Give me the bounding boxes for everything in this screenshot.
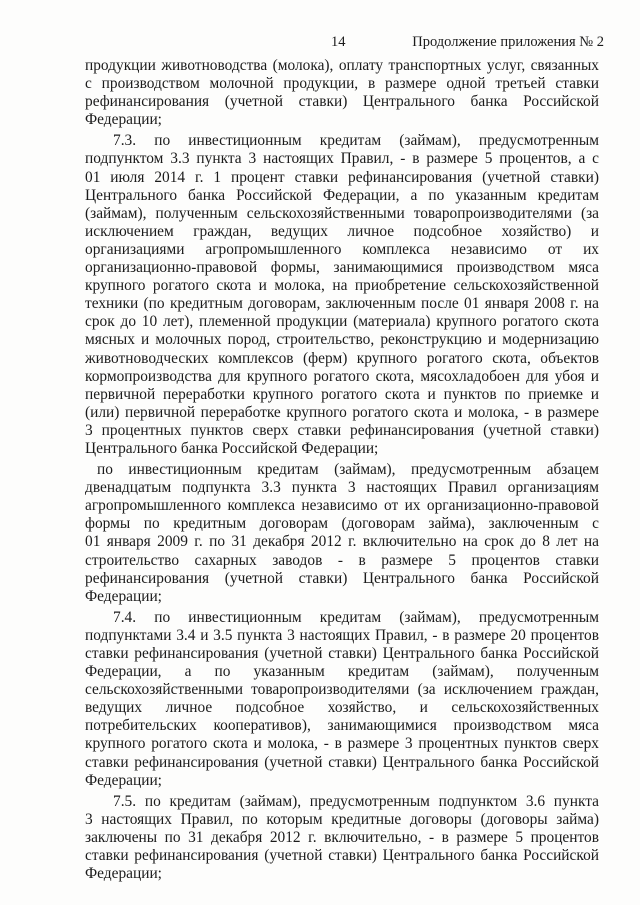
paragraph-sugar-plants-start: по инвестиционным кредитам (займам), предусмотренным абзацем bbox=[97, 461, 599, 479]
text-line: организационно-правовой формы, занимающимися производством мяса bbox=[85, 259, 599, 277]
text-line: с производством молочной продукции, в размере одной третьей ставки bbox=[85, 75, 599, 93]
text-line: продукции животноводства (молока), оплату транспортных услуг, связанных bbox=[85, 57, 599, 74]
text-line: животноводческих комплексов (ферм) крупного рогатого скота, объектов bbox=[85, 349, 599, 367]
text-line: срок до 10 лет), племенной продукции (материала) крупного рогатого скота bbox=[85, 313, 599, 331]
text-line: 3 процентных пунктов сверх ставки рефинансирования (учетной ставки) bbox=[85, 421, 599, 439]
text-line: агропромышленного комплекса независимо от их организационно-правовой bbox=[85, 497, 599, 515]
page-header bbox=[0, 34, 640, 54]
page-number: 14 bbox=[331, 34, 346, 50]
text-line: Центрального банка Российской Федерации; bbox=[85, 439, 379, 457]
text-line: исключением граждан, ведущих личное подсобное хозяйство) и bbox=[85, 222, 599, 240]
paragraph-7-5-start: 7.5. по кредитам (займам), предусмотренным подпунктом 3.6 пункта bbox=[113, 792, 599, 810]
paragraph-7-3-start: 7.3. по инвестиционным кредитам (займам), предусмотренным bbox=[113, 132, 599, 150]
text-line: подпунктами 3.4 и 3.5 пункта 3 настоящих Правил, - в размере 20 процентов bbox=[85, 626, 599, 644]
text-line: формы по кредитным договорам (договорам займа), заключенным с bbox=[85, 515, 599, 533]
text-line: крупного рогатого скота и молока, - в размере 3 процентных пунктов сверх bbox=[85, 735, 599, 753]
text-line: Федерации; bbox=[85, 865, 162, 883]
text-line: крупного рогатого скота и молока, на приобретение сельскохозяйственной bbox=[85, 277, 599, 295]
text-line: сельскохозяйственными товаропроизводителями (за исключением граждан, bbox=[85, 681, 599, 699]
text-line: 01 января 2009 г. по 31 декабря 2012 г. включительно на срок до 8 лет на bbox=[85, 533, 599, 551]
continuation-label: Продолжение приложения № 2 bbox=[412, 34, 604, 50]
text-line: рефинансирования (учетной ставки) Центрального банка Российской bbox=[85, 569, 599, 587]
text-line: подпунктом 3.3 пункта 3 настоящих Правил, - в размере 5 процентов, а с bbox=[85, 150, 599, 168]
text-line: ведущих личное подсобное хозяйство, и сельскохозяйственных bbox=[85, 699, 599, 717]
text-line: ставки рефинансирования (учетной ставки) Центрального банка Российской bbox=[85, 753, 599, 771]
text-line: техники (по кредитным договорам, заключенным после 01 января 2008 г. на bbox=[85, 295, 599, 313]
text-line: строительство сахарных заводов - в размере 5 процентов ставки bbox=[85, 551, 599, 569]
text-line: мясных и молочных пород, строительство, реконструкцию и модернизацию bbox=[85, 331, 599, 349]
text-line: двенадцатым подпункта 3.3 пункта 3 настоящих Правил организациям bbox=[85, 479, 599, 497]
text-line: ставки рефинансирования (учетной ставки) Центрального банка Российской bbox=[85, 645, 599, 662]
text-line: ставки рефинансирования (учетной ставки) Центрального банка Российской bbox=[85, 847, 599, 865]
text-line: рефинансирования (учетной ставки) Центрального банка Российской bbox=[85, 93, 599, 111]
text-line: 01 июля 2014 г. 1 процент ставки рефинансирования (учетной ставки) bbox=[85, 168, 599, 186]
text-line: организациями агропромышленного комплекса независимо от их bbox=[85, 240, 599, 258]
text-line: Центрального банка Российской Федерации, а по указанным кредитам bbox=[85, 186, 599, 204]
text-line: кормопроизводства для крупного рогатого скота, мясохладобоен для убоя и bbox=[85, 367, 599, 385]
paragraph-7-4-start: 7.4. по инвестиционным кредитам (займам), предусмотренным bbox=[113, 608, 599, 626]
text-line: заключены по 31 декабря 2012 г. включительно, - в размере 5 процентов bbox=[85, 828, 599, 846]
text-line: потребительских кооперативов), занимающимися производством мяса bbox=[85, 717, 599, 735]
text-line: (или) первичной переработке крупного рогатого скота и молока, - в размере bbox=[85, 403, 599, 421]
text-line: Федерации, а по указанным кредитам (займам), полученным bbox=[85, 663, 599, 681]
text-line: Федерации; bbox=[85, 587, 162, 605]
text-line: Федерации; bbox=[85, 771, 162, 789]
text-line: 3 настоящих Правил, по которым кредитные договоры (договоры займа) bbox=[85, 810, 599, 828]
text-line: (займам), полученным сельскохозяйственными товаропроизводителями (за bbox=[85, 204, 599, 222]
body-text bbox=[85, 57, 599, 883]
text-line: первичной переработки крупного рогатого скота и пунктов по приемке и bbox=[85, 385, 599, 403]
text-line: Федерации; bbox=[85, 111, 162, 129]
